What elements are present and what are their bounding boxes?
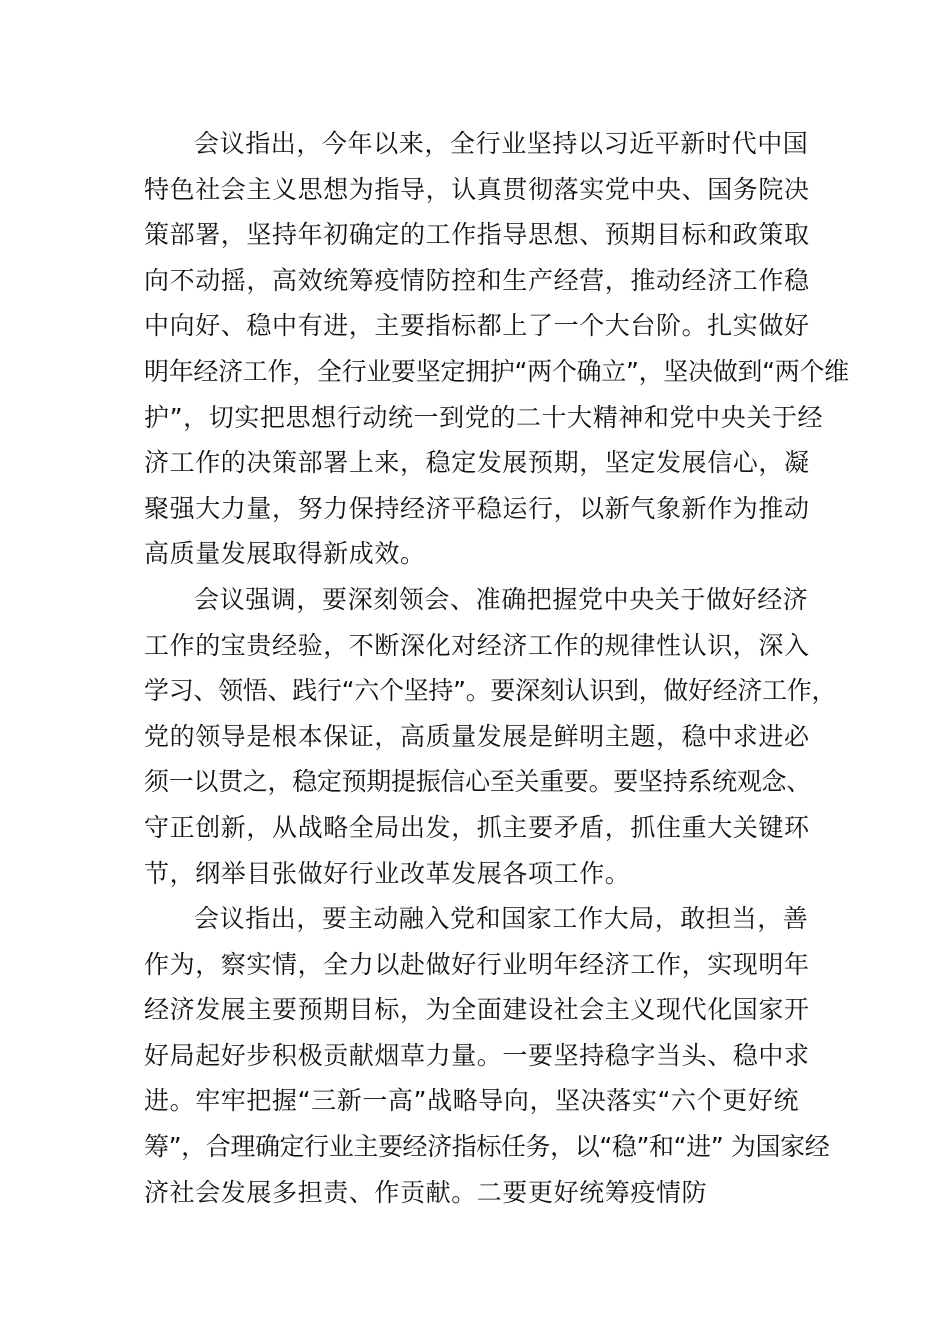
- document-body: [144, 121, 849, 1215]
- paragraph-line: 作为，察实情，全力以赴做好行业明年经济工作，实现明年: [144, 949, 810, 979]
- paragraph-line: 济工作的决策部署上来，稳定发展预期，坚定发展信心，凝: [144, 448, 810, 478]
- paragraph-line: 须一以贯之，稳定预期提振信心至关重要。要坚持系统观念、: [144, 767, 811, 797]
- paragraph-line: 聚强大力量，努力保持经济平稳运行，以新气象新作为推动: [144, 493, 810, 523]
- paragraph-3: [144, 896, 830, 1215]
- paragraph-line: 节，纲举目张做好行业改革发展各项工作。: [144, 858, 631, 888]
- paragraph-line: 策部署，坚持年初确定的工作指导思想、预期目标和政策取: [144, 220, 810, 250]
- paragraph-line: 守正创新，从战略全局出发，抓主要矛盾，抓住重大关键环: [144, 812, 810, 842]
- paragraph-line: 会议指出，要主动融入党和国家工作大局，敢担当，善: [194, 904, 809, 934]
- paragraph-line: 高质量发展取得新成效。: [144, 539, 426, 569]
- paragraph-line: 筹”，合理确定行业主要经济指标任务，以“稳”和“进” 为国家经: [144, 1132, 830, 1162]
- paragraph-line: 特色社会主义思想为指导，认真贯彻落实党中央、国务院决: [144, 174, 810, 204]
- paragraph-line: 党的领导是根本保证，高质量发展是鲜明主题，稳中求进必: [144, 721, 810, 751]
- paragraph-1: [144, 121, 849, 577]
- paragraph-line: 工作的宝贵经验，不断深化对经济工作的规律性认识，深入: [144, 630, 810, 660]
- paragraph-line: 中向好、稳中有进，主要指标都上了一个大台阶。扎实做好: [144, 311, 810, 341]
- paragraph-line: 好局起好步积极贡献烟草力量。一要坚持稳字当头、稳中求: [144, 1040, 810, 1070]
- paragraph-line: 学习、领悟、践行“六个坚持”。要深刻认识到，做好经济工作，: [144, 676, 837, 706]
- paragraph-line: 进。牢牢把握“三新一高”战略导向，坚决落实“六个更好统: [144, 1086, 800, 1116]
- paragraph-line: 会议指出，今年以来，全行业坚持以习近平新时代中国: [194, 129, 809, 158]
- paragraph-line: 会议强调，要深刻领会、准确把握党中央关于做好经济: [194, 584, 809, 614]
- paragraph-line: 明年经济工作，全行业要坚定拥护“两个确立”，坚决做到“两个维: [144, 356, 849, 386]
- paragraph-line: 经济发展主要预期目标，为全面建设社会主义现代化国家开: [144, 995, 810, 1025]
- paragraph-2: [144, 577, 837, 896]
- paragraph-line: 向不动摇，高效统筹疫情防控和生产经营，推动经济工作稳: [144, 265, 810, 295]
- paragraph-line: 济社会发展多担责、作贡献。二要更好统筹疫情防: [144, 1177, 708, 1207]
- paragraph-line: 护”，切实把思想行动统一到党的二十大精神和党中央关于经: [144, 402, 824, 432]
